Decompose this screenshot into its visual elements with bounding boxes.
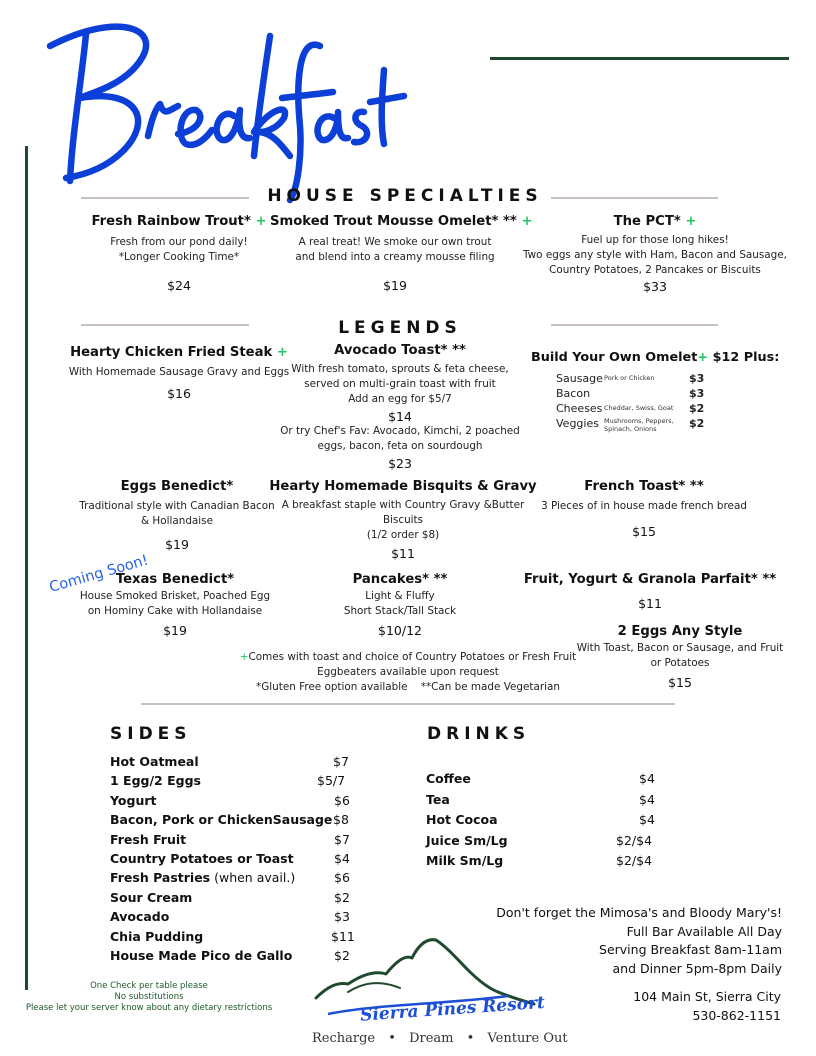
drink-item-price: $2/$4 <box>616 853 653 868</box>
item-name: Pancakes* ** <box>352 572 448 587</box>
option-price: $2 <box>689 402 705 415</box>
side-name-text: Fresh Pastries <box>110 870 211 886</box>
menu-item-chicken-fried-steak <box>66 345 292 401</box>
promo-line: and Dinner 5pm-8pm Daily <box>612 960 782 976</box>
divider <box>81 324 249 326</box>
option-note: Cheddar, Swiss, Goat <box>604 404 674 412</box>
drink-item-name: Hot Cocoa <box>426 812 498 827</box>
item-name: Fresh Rainbow Trout* <box>91 214 251 229</box>
side-name-text: Sour Cream <box>110 889 193 905</box>
policy-line: No substitutions <box>114 992 184 1002</box>
sides-heading: SIDES <box>110 724 192 744</box>
option-price: $2 <box>689 417 705 430</box>
side-extra-text: (when avail.) <box>210 870 296 886</box>
item-desc: House Smoked Brisket, Poached Egg <box>79 590 271 602</box>
item-price: $15 <box>632 524 656 539</box>
house-specialties-heading: HOUSE SPECIALTIES <box>267 186 543 206</box>
side-name-text: Fresh Fruit <box>110 831 187 847</box>
option-note: Mushrooms, Peppers, <box>604 417 674 425</box>
side-item-price: $7 <box>334 831 350 847</box>
side-item-price: $4 <box>334 851 350 866</box>
tagline-word: Venture Out <box>487 1031 568 1046</box>
item-name: Hearty Chicken Fried Steak <box>70 345 273 360</box>
item-desc: Light & Fluffy <box>365 590 435 602</box>
item-name: French Toast* ** <box>584 479 704 494</box>
side-item-name <box>110 909 169 924</box>
item-desc: Two eggs any style with Ham, Bacon and Sausage, <box>523 249 787 261</box>
side-item-name <box>110 890 192 905</box>
side-item-name <box>110 948 292 963</box>
promo-line: Serving Breakfast 8am-11am <box>599 942 782 958</box>
plus-marker: + <box>521 214 533 229</box>
item-desc: 3 Pieces of in house made french bread <box>541 500 747 512</box>
item-desc: (1/2 order $8) <box>366 529 440 541</box>
item-desc: Add an egg for $5/7 <box>348 393 452 405</box>
svg-text:Sierra Pines Resort: Sierra Pines Resort <box>359 992 546 1026</box>
item-price: $19 <box>163 623 187 638</box>
drink-item-price: $4 <box>639 812 655 827</box>
phone: 530-862-1151 <box>692 1007 781 1023</box>
side-item-price: $2 <box>334 948 350 963</box>
item-name: The PCT* <box>613 214 681 229</box>
option-price: $3 <box>689 387 705 400</box>
item-desc: and blend into a creamy mousse filing <box>295 251 495 263</box>
item-desc: Traditional style with Canadian Bacon <box>79 500 275 512</box>
item-price: $11 <box>638 596 662 611</box>
legends-heading: LEGENDS <box>338 318 462 338</box>
side-name-text: Avocado <box>110 909 170 925</box>
menu-item-eggs-benedict <box>72 479 282 552</box>
option-label: Cheeses <box>556 402 603 415</box>
option-note: Spinach, Onions <box>604 425 657 433</box>
menu-notes <box>228 650 588 695</box>
option-note: Pork or Chicken <box>604 374 655 382</box>
sierra-pines-resort-logo <box>308 930 548 1030</box>
omelet-option-cheeses <box>556 401 716 415</box>
menu-item-pancakes <box>300 572 500 638</box>
side-item-price: $6 <box>334 792 350 808</box>
plus-marker: + <box>697 350 709 365</box>
side-item-name <box>110 793 156 808</box>
item-name: 2 Eggs Any Style <box>617 624 743 639</box>
item-name: Hearty Homemade Bisquits & Gravy <box>269 479 537 494</box>
side-name-text: Hot Oatmeal <box>110 754 199 769</box>
menu-item-french-toast <box>534 479 754 539</box>
left-border-line <box>25 146 28 990</box>
side-item-price: $3 <box>334 909 350 925</box>
side-name-text: Yogurt <box>110 792 157 808</box>
breakfast-script-title <box>28 6 408 206</box>
item-desc: Fresh from our pond daily! <box>110 236 248 248</box>
item-desc: With fresh tomato, sprouts & feta cheese, <box>291 363 509 375</box>
item-price: $14 <box>388 409 412 424</box>
item-price: $23 <box>388 456 412 471</box>
item-name: Avocado Toast* ** <box>334 343 466 358</box>
drink-item-price: $4 <box>639 791 655 807</box>
side-item-price: $8 <box>333 812 349 828</box>
side-item-name <box>110 754 199 769</box>
drink-item-name: Tea <box>426 791 450 807</box>
address: 104 Main St, Sierra City <box>633 989 781 1004</box>
option-label: Bacon <box>556 387 591 400</box>
menu-item-texas-benedict <box>70 572 280 638</box>
item-desc: on Hominy Cake with Hollandaise <box>87 605 263 617</box>
promo-line: Full Bar Available All Day <box>626 923 782 939</box>
item-price: $24 <box>167 278 191 293</box>
item-desc: Biscuits <box>382 514 424 526</box>
item-desc: Short Stack/Tall Stack <box>343 605 457 617</box>
plus-marker: + <box>239 651 249 663</box>
item-name: Smoked Trout Mousse Omelet* ** <box>270 214 517 229</box>
item-desc: A breakfast staple with Country Gravy &Butter <box>281 499 525 511</box>
drink-item-price: $2/$4 <box>616 832 653 848</box>
plus-marker: + <box>276 345 288 360</box>
side-name-text: Country Potatoes or Toast <box>110 851 294 866</box>
side-item-name <box>110 773 201 788</box>
side-item-price: $5/7 <box>317 773 346 789</box>
side-item-name <box>110 929 203 944</box>
drink-item-name: Juice Sm/Lg <box>426 832 508 848</box>
drink-item-name: Coffee <box>426 771 471 786</box>
menu-item-rainbow-trout <box>74 214 284 293</box>
option-label: Sausage <box>556 372 603 385</box>
item-name: Build Your Own Omelet <box>531 350 698 365</box>
item-price: $11 <box>391 546 415 561</box>
item-desc: eggs, bacon, feta on sourdough <box>317 440 483 452</box>
menu-item-biscuits-gravy <box>268 479 538 561</box>
item-desc: Fuel up for those long hikes! <box>581 234 729 246</box>
menu-item-smoked-trout-omelet <box>270 214 533 293</box>
option-price: $3 <box>689 372 705 385</box>
item-price: $33 <box>643 279 667 294</box>
divider <box>81 197 249 199</box>
tagline-word: Recharge <box>312 1031 376 1046</box>
side-name-text: 1 Egg/2 Eggs <box>110 773 201 789</box>
item-desc: With Homemade Sausage Gravy and Eggs <box>68 366 290 378</box>
item-desc: A real treat! We smoke our own trout <box>298 236 492 248</box>
side-name-text: Bacon, Pork or ChickenSausage <box>110 812 333 828</box>
menu-item-two-eggs <box>575 624 785 690</box>
item-price: $19 <box>383 278 407 293</box>
item-desc: Or try Chef's Fav: Avocado, Kimchi, 2 poached <box>280 425 520 437</box>
item-desc: or Potatoes <box>650 657 710 669</box>
item-name: Eggs Benedict* <box>120 479 234 494</box>
side-name-text: Chia Pudding <box>110 928 204 944</box>
side-name-text: House Made Pico de Gallo <box>110 948 293 963</box>
item-name: Texas Benedict* <box>115 572 235 587</box>
note-dietary: *Gluten Free option available **Can be made Vegetarian <box>256 681 560 693</box>
divider <box>551 197 718 199</box>
plus-marker: + <box>255 214 267 229</box>
item-desc: Country Potatoes, 2 Pancakes or Biscuits <box>549 264 761 276</box>
item-price: $15 <box>668 675 692 690</box>
drinks-heading: DRINKS <box>427 724 531 744</box>
drink-item-name: Milk Sm/Lg <box>426 853 504 868</box>
drink-item-price: $4 <box>639 771 655 786</box>
policy-notes <box>6 981 292 1014</box>
menu-item-the-pct <box>520 214 790 294</box>
side-item-price: $7 <box>333 754 349 769</box>
side-item-price: $6 <box>334 870 350 886</box>
divider <box>141 703 675 705</box>
item-price: $16 <box>167 386 191 401</box>
tagline-dot: • <box>388 1031 396 1046</box>
tagline-dot: • <box>466 1031 475 1046</box>
item-desc: *Longer Cooking Time* <box>118 251 240 263</box>
policy-line: One Check per table please <box>90 981 208 991</box>
item-price: $19 <box>165 537 189 552</box>
menu-item-avocado-toast <box>275 343 525 471</box>
tagline <box>312 1031 568 1046</box>
coming-soon-badge: Coming Soon! <box>47 552 151 596</box>
option-label: Veggies <box>556 417 599 430</box>
item-desc: With Toast, Bacon or Sausage, and Fruit <box>576 642 784 654</box>
contact-info <box>560 988 781 1025</box>
side-item-name <box>110 812 332 827</box>
side-item-name <box>110 870 295 885</box>
omelet-option-bacon <box>556 386 716 400</box>
menu-item-build-your-own-omelet <box>531 350 791 365</box>
item-name: Fruit, Yogurt & Granola Parfait* ** <box>523 572 777 587</box>
side-item-name <box>110 832 186 847</box>
note-toast: Comes with toast and choice of Country Potatoes or Fresh Fruit <box>248 651 577 663</box>
side-item-price: $11 <box>331 928 355 944</box>
omelet-option-sausage <box>556 371 716 385</box>
item-desc: served on multi-grain toast with fruit <box>304 378 496 390</box>
header-rule <box>490 57 789 60</box>
policy-line: Please let your server know about any dietary restrictions <box>25 1003 273 1013</box>
promo-line: Don't forget the Mimosa's and Bloody Mary's! <box>496 905 782 920</box>
omelet-option-veggies <box>556 416 716 440</box>
tagline-word: Dream <box>409 1031 454 1046</box>
menu-item-parfait <box>516 572 784 611</box>
plus-marker: + <box>685 214 697 229</box>
item-desc: & Hollandaise <box>141 515 213 527</box>
item-price: $12 Plus: <box>712 350 780 365</box>
divider <box>551 324 718 326</box>
side-item-price: $2 <box>334 889 350 905</box>
side-item-name <box>110 851 294 866</box>
item-price: $10/12 <box>378 623 422 638</box>
note-eggbeaters: Eggbeaters available upon request <box>317 666 499 678</box>
